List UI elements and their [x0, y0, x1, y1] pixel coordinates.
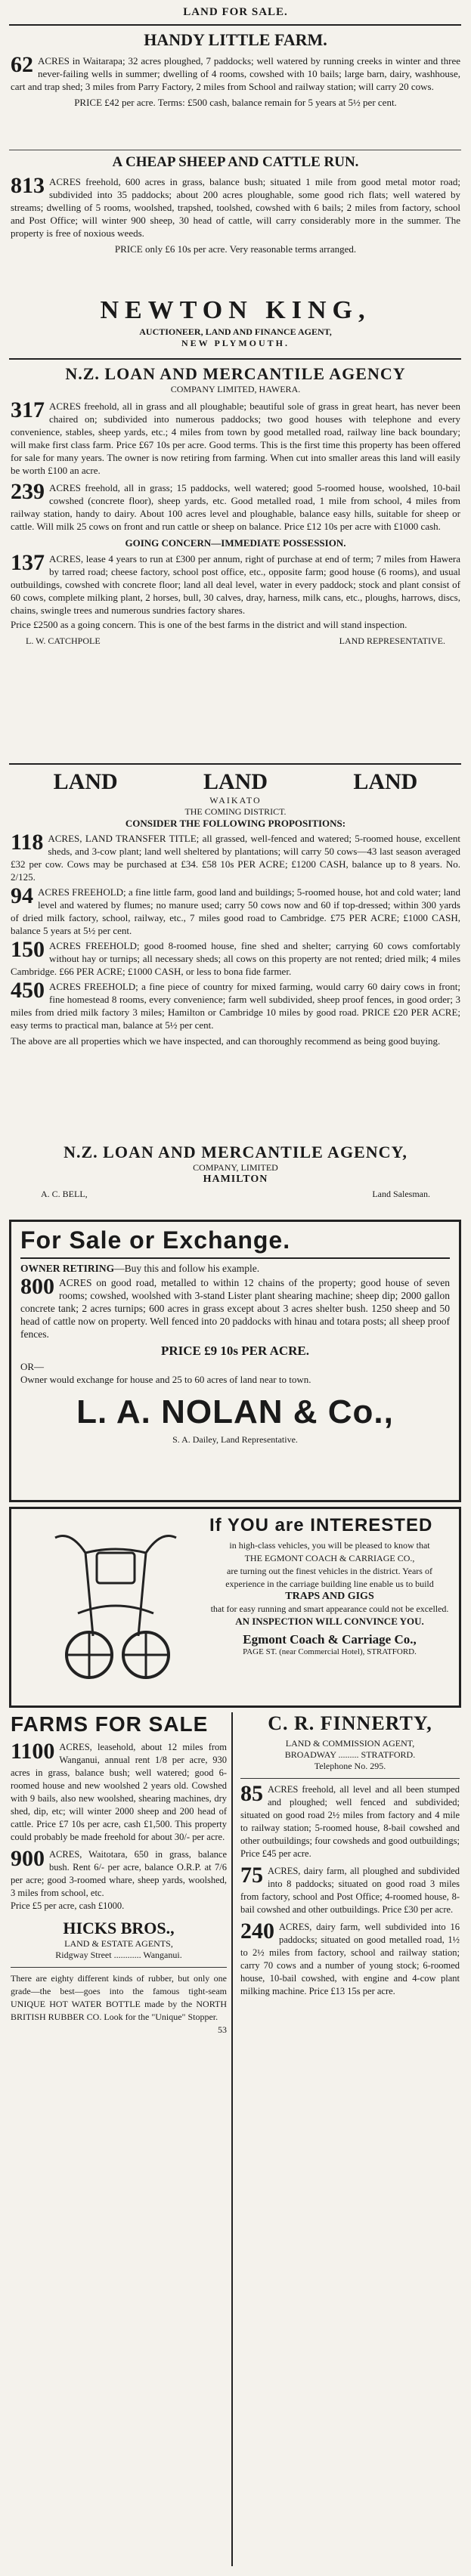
carriage-illustration — [25, 1523, 199, 1685]
listing-sheep-cattle-run — [11, 154, 460, 255]
listing-body-text: ACRES freehold, all level and all been stumped and ploughed; well fenced and subdivided; situated on good road 2½ miles from factory and 4 mile to railway station; 5-roomed house, 8-bail cowshed and other outbuildings; four cowsheds and good outbuildings; Price £45 per acre. — [240, 1784, 460, 1859]
acreage-number: 317 — [11, 397, 45, 422]
column-title: FARMS FOR SALE — [11, 1712, 209, 1736]
agent-place: NEW PLYMOUTH. — [181, 338, 290, 348]
listing-body — [11, 1741, 227, 1844]
ad-body — [20, 1276, 450, 1341]
ad-line-bold: AN INSPECTION WILL CONVINCE YOU. — [235, 1616, 424, 1627]
ad-title: For Sale or Exchange. — [20, 1226, 291, 1254]
listing-body — [11, 175, 460, 240]
acreage-number: 240 — [240, 1919, 274, 1944]
acreage-number: 800 — [20, 1274, 54, 1299]
consider-heading: CONSIDER THE FOLLOWING PROPOSITIONS: — [125, 818, 346, 829]
acreage-number: 900 — [11, 1846, 45, 1871]
listing-body-text: ACRES, dairy farm, well subdivided into 16 paddocks; situated on good metalled road, 1½ to 2½ miles from factory, school and railway station; carry 70 cows and a number of young stock; 6-roomed house, 10-bail cowshed, with engine and 4-cow plant milking machine. Price £13 15s per acre. — [240, 1922, 460, 1996]
listing-body — [240, 1921, 460, 1998]
agency-title: N.Z. LOAN AND MERCANTILE AGENCY — [65, 364, 406, 383]
listing-body — [11, 552, 460, 617]
listing-body — [11, 939, 460, 978]
listing-body-text: ACRES, lease 4 years to run at £300 per annum, right of purchase at end of term; 7 miles from Hawera by tarred road; cheese factory, school post office, etc., opposite farm; good house (6 rooms), and usual outbuildings, cowshed with concrete floor; land all deal level, water in every paddock; stock and plant consist of 60 cows, complete milking plant, 2 horses, bull, 30 calves, dray, harness, milk cans, etc., ploughs, harrows, discs, chains, swingle trees and numerous sundries factory shares. — [11, 553, 460, 616]
region-tag: THE COMING DISTRICT. — [184, 806, 287, 817]
listing-body-text: ACRES freehold, all in grass and all ploughable; beautiful sole of grass in great heart, has never been chaired on; subdivided into numerous paddocks; two good houses with telephone and every convenience, stables, sheep yards, etc.; 4 miles from town by good metalled road, railway line back boundary; will make first class farm. Price £67 10s per acre. Good terms. This is the first time this property has been offered for sale for many years. The owner is now retiring from farming. When cut into smaller areas this land will easily be worth £100 an acre. — [11, 400, 460, 476]
divider — [11, 1967, 227, 1968]
acreage-number: 1100 — [11, 1739, 55, 1764]
agent-name: NEWTON KING, — [100, 296, 371, 324]
acreage-number: 62 — [11, 52, 33, 77]
divider — [9, 763, 461, 765]
listing-title: HANDY LITTLE FARM. — [144, 30, 327, 49]
agent-role: LAND & ESTATE AGENTS, — [64, 1938, 173, 1949]
listing-body-text: ACRES freehold, 600 acres in grass, balance bush; situated 1 mile from good metal motor road; subdivided into 35 paddocks; about 200 acres ploughable, some good rich flats; well watered by streams; dwelling of 5 rooms, woolshed, trapshed, toolshed, cowshed with 6 bails; 2 miles from factory, school and Post Office; will winter 900 sheep, 30 head of cattle, will carry considerably more in the summer. The property is free of noxious weeds. — [11, 176, 460, 239]
acreage-number: 813 — [11, 173, 45, 198]
listing-body — [11, 54, 460, 93]
listing-body-text: ACRES freehold, all in grass; 15 paddocks, well watered; good 5-roomed house, woolshed, 10-bail cowshed (concrete floor), sheep yards, etc. Good metalled road, 1 mile from school, 4 miles from railway station, handy to dairy. About 100 acres level and ploughable, balance easy hills, suitable for sheep or cattle. Will milk 25 cows on front and run cattle or sheep on balance. Price £12 10s per acre with £1000 cash. — [11, 482, 460, 532]
column-divider — [231, 1712, 233, 2566]
agency-place: HAMILTON — [203, 1174, 268, 1185]
signature-left: A. C. BELL, — [41, 1189, 88, 1199]
ad-company-name: Egmont Coach & Carriage Co., — [243, 1632, 417, 1647]
listing-title: A CHEAP SHEEP AND CATTLE RUN. — [112, 154, 359, 170]
listing-body-text: ACRES FREEHOLD; a fine piece of country for mixed farming, would carry 60 dairy cows in front; fine homestead 8 rooms, every convenience; farm well subdivided, sheep proof fences, in good order; 3 miles from dried milk factory 3 miles; Hamilton or Cambridge 10 miles by good road. PRICE £20 PER ACRE; easy terms to practical man, balance at 5½ per cent. — [11, 981, 460, 1031]
ad-line: in high-class vehicles, you will be pleased to know that — [229, 1540, 430, 1551]
waikato-listings — [11, 769, 460, 1047]
ad-or: OR— — [20, 1361, 45, 1372]
listing-price: PRICE only £6 10s per acre. Very reasonable terms arranged. — [114, 243, 357, 255]
listing-handy-little-farm — [11, 30, 460, 109]
land-word: LAND — [203, 769, 268, 794]
listing-body — [11, 481, 460, 533]
signature-right: Land Salesman. — [372, 1189, 430, 1199]
agent-name: C. R. FINNERTY, — [268, 1712, 432, 1734]
agency-subtitle: COMPANY LIMITED, HAWERA. — [170, 384, 301, 394]
listing-body-text: ACRES FREEHOLD; good 8-roomed house, fine shed and shelter; carrying 60 cows comfortably without hay or turnips; all necessary sheds; all cows on this property are not rented; dried milk; 4 miles Cambridge. £66 PER ACRE; £1000 CASH, or less to bona fide farmer. — [11, 940, 460, 977]
egmont-text — [209, 1515, 450, 1656]
land-word: LAND — [353, 769, 418, 794]
listing-price: Price £2500 as a going concern. This is one of the best farms in the district and will stand inspection. — [11, 619, 407, 630]
agent-telephone: Telephone No. 295. — [314, 1761, 386, 1771]
listing-body — [11, 1848, 227, 1900]
acreage-number: 450 — [11, 978, 45, 1003]
agency-nz-loan-hawera — [11, 364, 460, 647]
signature-left: L. W. CATCHPOLE — [26, 635, 101, 646]
agent-address: BROADWAY ......... STRATFORD. — [284, 1749, 416, 1760]
ad-line: THE EGMONT COACH & CARRIAGE CO., — [244, 1553, 415, 1563]
agency-title: N.Z. LOAN AND MERCANTILE AGENCY, — [64, 1143, 407, 1161]
signature-line — [11, 635, 460, 647]
ad-exchange: Owner would exchange for house and 25 to 60 acres of land near to town. — [20, 1374, 311, 1385]
rubber-ad — [11, 1972, 227, 2035]
page-header-text: LAND FOR SALE. — [183, 6, 288, 18]
listing-body — [240, 1783, 460, 1860]
acreage-number: 75 — [240, 1863, 263, 1888]
listing-body-text: ACRES, LAND TRANSFER TITLE; all grassed, well-fenced and watered; 5-roomed house, excellent sheds, and 3-cow plant; land well sheltered by plantations; will carry 50 cows—43 last season averaged £32 per cow. Cows may be purchased at £34. £58 10s PER ACRE; £1200 CASH, balance up to 8 years. No. 2/125. — [11, 833, 460, 883]
agency-subtitle: COMPANY, LIMITED — [193, 1162, 278, 1173]
land-word: LAND — [53, 769, 118, 794]
listing-body-text: ACRES FREEHOLD; a fine little farm, good land and buildings; 5-roomed house, hot and cold water; land level and watered by flumes; no manure used; carry 50 cows now and 60 if top-dressed; within 300 yards of dried milk factory, school, railway, etc., 7 miles good road to Cambridge. £75 PER ACRE; £1000 CASH, balance 5 years at 5½ per cent. — [11, 886, 460, 936]
divider — [240, 1778, 460, 1779]
ad-body-text: ACRES on good road, metalled to within 12 chains of the property; good house of seven rooms; cowshed, woolshed with 3-stand Lister plant shearing machine; sheep dip; 2000 gallon concrete tank; 2 acres turnips; 600 acres in grass except about 3 acres shelter bush. 1250 sheep and 50 head of cattle now on property. Well fenced into 20 paddocks with hinau and totara posts; all sheep proof fences. — [20, 1277, 450, 1340]
rubber-ad-code: 53 — [218, 2024, 227, 2035]
ad-egmont-box — [9, 1507, 461, 1708]
listing-price: PRICE £42 per acre. Terms: £500 cash, balance remain for 5 years at 5½ per cent. — [74, 97, 397, 108]
listing-body — [11, 397, 460, 477]
acreage-number: 239 — [11, 479, 45, 504]
listing-body — [11, 832, 460, 883]
agent-role: AUCTIONEER, LAND AND FINANCE AGENT, — [139, 326, 332, 337]
ad-nolan-box — [9, 1220, 461, 1502]
going-concern-heading: GOING CONCERN—IMMEDIATE POSSESSION. — [125, 537, 346, 549]
acreage-number: 85 — [240, 1781, 263, 1806]
divider — [9, 24, 461, 26]
recommendation-note: The above are all properties which we have inspected, and can thoroughly recommend as being good buying. — [11, 1035, 441, 1047]
ad-line-bold: TRAPS AND GIGS — [285, 1591, 374, 1602]
agent-address: Ridgway Street ............ Wanganui. — [55, 1950, 182, 1960]
ad-agent-sub: S. A. Dailey, Land Representative. — [172, 1434, 298, 1445]
acreage-number: 150 — [11, 937, 45, 962]
listing-body-text: ACRES, Waitotara, 650 in grass, balance bush. Rent 6/- per acre, balance O.R.P. at 7/6 per acre; good 3-roomed whare, sheep yards, woolshed, 3 miles from school, etc. — [11, 1849, 227, 1898]
acreage-number: 118 — [11, 830, 44, 855]
ad-finnerty-column — [240, 1712, 460, 1998]
ad-agent-name: L. A. NOLAN & Co., — [76, 1393, 394, 1430]
signature-right: LAND REPRESENTATIVE. — [339, 635, 445, 646]
listing-body-text: ACRES, leasehold, about 12 miles from Wanganui, annual rent 1/8 per acre, 930 acres in grass, balance bush; well watered; good 6-roomed house and new woolshed 2 years old. Cowshed with 9 bails, also new woolshed, shearing machines, dry shed, dip, etc; will winter 2000 sheep and 200 head of cattle. Price £7 10s per acre, cash £1,500. This property could probably be made freehold for about 30/- per acre. — [11, 1742, 227, 1842]
agent-name: HICKS BROS., — [63, 1919, 175, 1937]
listing-body-text: ACRES, dairy farm, all ploughed and subdivided into 8 paddocks; situated on good road 3 miles from factory, school and Post Office; 4-roomed house, 8-bail cowshed and other outbuildings. Price £30 per acre. — [240, 1866, 460, 1915]
region: WAIKATO — [209, 795, 262, 806]
ad-lead-text: —Buy this and follow his example. — [114, 1263, 260, 1274]
ad-hicks-column — [11, 1712, 227, 2036]
ad-line: are turning out the finest vehicles in the district. Years of experience in the carriage building line enable us to build — [225, 1566, 434, 1589]
agent-newton-king — [11, 296, 460, 349]
ad-line: that for easy running and smart appearance could not be excelled. — [210, 1603, 449, 1614]
agent-role: LAND & COMMISSION AGENT, — [285, 1738, 415, 1749]
acreage-number: 94 — [11, 883, 33, 908]
page-header — [11, 6, 460, 19]
listing-body — [11, 980, 460, 1031]
rubber-ad-text: There are eighty different kinds of rubber, but only one grade—the best—goes into the famous tight-seam UNIQUE HOT WATER BOTTLE made by the NORTH BRITISH RUBBER CO. Look for the "Unique" Stopper. — [11, 1973, 227, 2022]
land-heading — [11, 769, 460, 795]
agency-nz-loan-hamilton — [11, 1143, 460, 1200]
ad-lead-bold: OWNER RETIRING — [20, 1263, 115, 1274]
listing-body — [240, 1865, 460, 1916]
acreage-number: 137 — [11, 550, 45, 575]
listing-body — [11, 883, 460, 937]
ad-address: PAGE ST. (near Commercial Hotel), STRATFORD. — [243, 1647, 417, 1656]
divider — [20, 1257, 450, 1259]
listing-body-text: ACRES in Waitarapa; 32 acres ploughed, 7 paddocks; well watered by running creeks in winter and three never-failing wells in summer; dwelling of 4 rooms, cowshed with 10 bails; large barn, dairy, washhouse, cart and trap shed; 3 miles from Parry Factory, 2 miles from School and railway station; will carry 20 cows. — [11, 55, 460, 92]
divider — [9, 358, 461, 360]
signature-line — [11, 1189, 460, 1200]
ad-lead — [20, 1262, 450, 1275]
ad-headline: If YOU are INTERESTED — [209, 1515, 433, 1535]
ad-price: PRICE £9 10s PER ACRE. — [161, 1344, 309, 1358]
listing-price: Price £5 per acre, cash £1000. — [11, 1900, 125, 1911]
